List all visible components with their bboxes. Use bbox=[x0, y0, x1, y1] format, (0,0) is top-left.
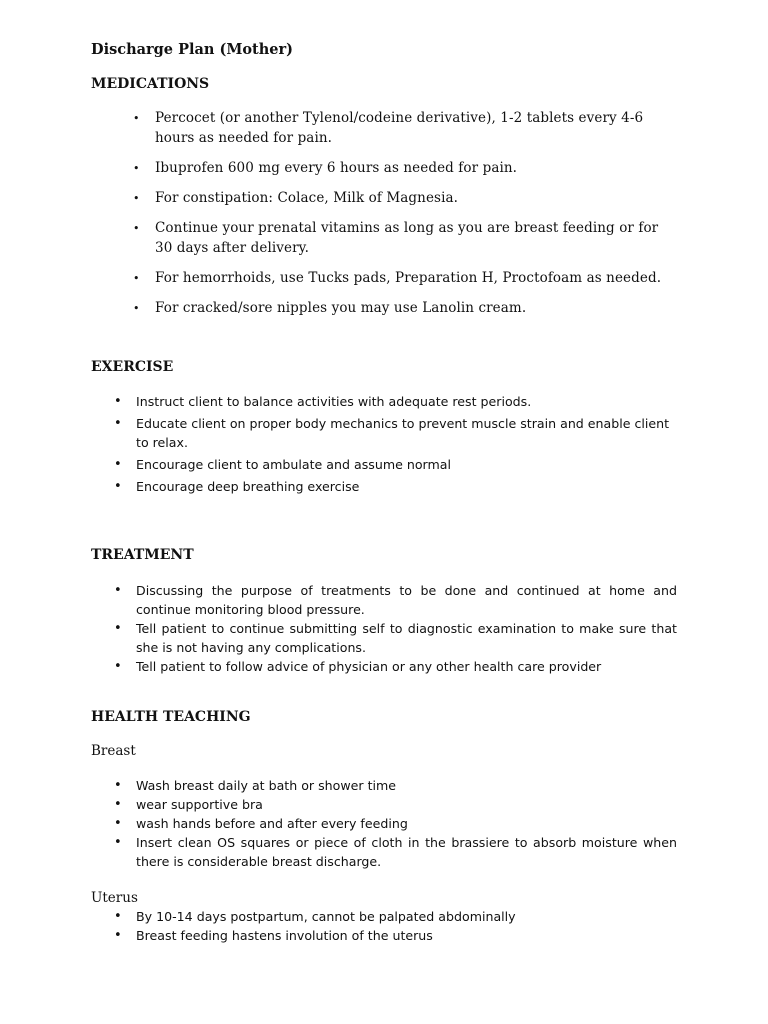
medications-list bbox=[133, 108, 665, 328]
bullet-icon: • bbox=[114, 778, 122, 793]
list-item bbox=[114, 657, 677, 676]
list-item bbox=[114, 477, 678, 496]
exercise-heading: EXERCISE bbox=[91, 359, 174, 375]
bullet-icon: • bbox=[114, 835, 122, 850]
list-item-text: For constipation: Colace, Milk of Magnesia. bbox=[155, 190, 459, 206]
treatment-list bbox=[114, 581, 677, 676]
list-item bbox=[133, 108, 665, 148]
bullet-icon: • bbox=[114, 816, 122, 831]
list-item bbox=[133, 188, 665, 208]
list-item bbox=[114, 926, 677, 945]
bullet-icon: • bbox=[114, 928, 122, 943]
bullet-icon: • bbox=[114, 394, 122, 409]
list-item-text: For cracked/sore nipples you may use Lanolin cream. bbox=[155, 300, 527, 316]
list-item bbox=[114, 455, 678, 474]
uterus-subheading: Uterus bbox=[91, 890, 138, 906]
bullet-icon: • bbox=[114, 909, 122, 924]
list-item-text: Discussing the purpose of treatments to be done and continued at home and continue monitoring blood pressure. bbox=[136, 583, 677, 617]
list-item bbox=[114, 392, 678, 411]
list-item-text: wear supportive bra bbox=[136, 797, 263, 812]
bullet-icon: • bbox=[114, 797, 122, 812]
list-item-text: Percocet (or another Tylenol/codeine derivative), 1-2 tablets every 4-6 hours as needed for pain. bbox=[155, 110, 644, 146]
list-item bbox=[133, 218, 665, 258]
bullet-icon: • bbox=[133, 272, 140, 285]
list-item bbox=[114, 833, 677, 871]
bullet-icon: • bbox=[114, 416, 122, 431]
list-item-text: Educate client on proper body mechanics to prevent muscle strain and enable client to relax. bbox=[136, 416, 670, 450]
bullet-icon: • bbox=[114, 457, 122, 472]
medications-heading: MEDICATIONS bbox=[91, 76, 210, 92]
bullet-icon: • bbox=[133, 222, 140, 235]
bullet-icon: • bbox=[133, 302, 140, 315]
bullet-icon: • bbox=[133, 112, 140, 125]
treatment-heading: TREATMENT bbox=[91, 547, 194, 563]
bullet-icon: • bbox=[114, 479, 122, 494]
list-item bbox=[133, 298, 665, 318]
list-item bbox=[114, 795, 677, 814]
list-item bbox=[133, 268, 665, 288]
breast-subheading: Breast bbox=[91, 743, 136, 759]
list-item bbox=[114, 619, 677, 657]
list-item-text: For hemorrhoids, use Tucks pads, Preparation H, Proctofoam as needed. bbox=[155, 270, 662, 286]
bullet-icon: • bbox=[133, 192, 140, 205]
bullet-icon: • bbox=[114, 621, 122, 636]
list-item-text: Encourage client to ambulate and assume normal bbox=[136, 457, 451, 472]
list-item bbox=[114, 814, 677, 833]
list-item-text: Encourage deep breathing exercise bbox=[136, 479, 360, 494]
list-item-text: Tell patient to continue submitting self to diagnostic examination to make sure that she is not having any complications. bbox=[136, 621, 677, 655]
exercise-list bbox=[114, 392, 678, 496]
list-item-text: Breast feeding hastens involution of the uterus bbox=[136, 928, 433, 943]
list-item-text: wash hands before and after every feeding bbox=[136, 816, 408, 831]
list-item-text: Insert clean OS squares or piece of cloth in the brassiere to absorb moisture when there is considerable breast discharge. bbox=[136, 835, 677, 869]
list-item-text: By 10-14 days postpartum, cannot be palpated abdominally bbox=[136, 909, 516, 924]
list-item-text: Instruct client to balance activities with adequate rest periods. bbox=[136, 394, 532, 409]
document-title: Discharge Plan (Mother) bbox=[91, 41, 294, 58]
list-item-text: Ibuprofen 600 mg every 6 hours as needed for pain. bbox=[155, 160, 518, 176]
list-item-text: Wash breast daily at bath or shower time bbox=[136, 778, 397, 793]
list-item bbox=[114, 907, 677, 926]
list-item bbox=[114, 776, 677, 795]
bullet-icon: • bbox=[133, 162, 140, 175]
list-item-text: Continue your prenatal vitamins as long as you are breast feeding or for 30 days after delivery. bbox=[155, 220, 659, 256]
bullet-icon: • bbox=[114, 659, 122, 674]
list-item bbox=[114, 414, 678, 452]
uterus-list bbox=[114, 907, 677, 945]
list-item bbox=[114, 581, 677, 619]
bullet-icon: • bbox=[114, 583, 122, 598]
breast-list bbox=[114, 776, 677, 871]
list-item-text: Tell patient to follow advice of physician or any other health care provider bbox=[136, 659, 602, 674]
list-item bbox=[133, 158, 665, 178]
health-teaching-heading: HEALTH TEACHING bbox=[91, 709, 251, 725]
